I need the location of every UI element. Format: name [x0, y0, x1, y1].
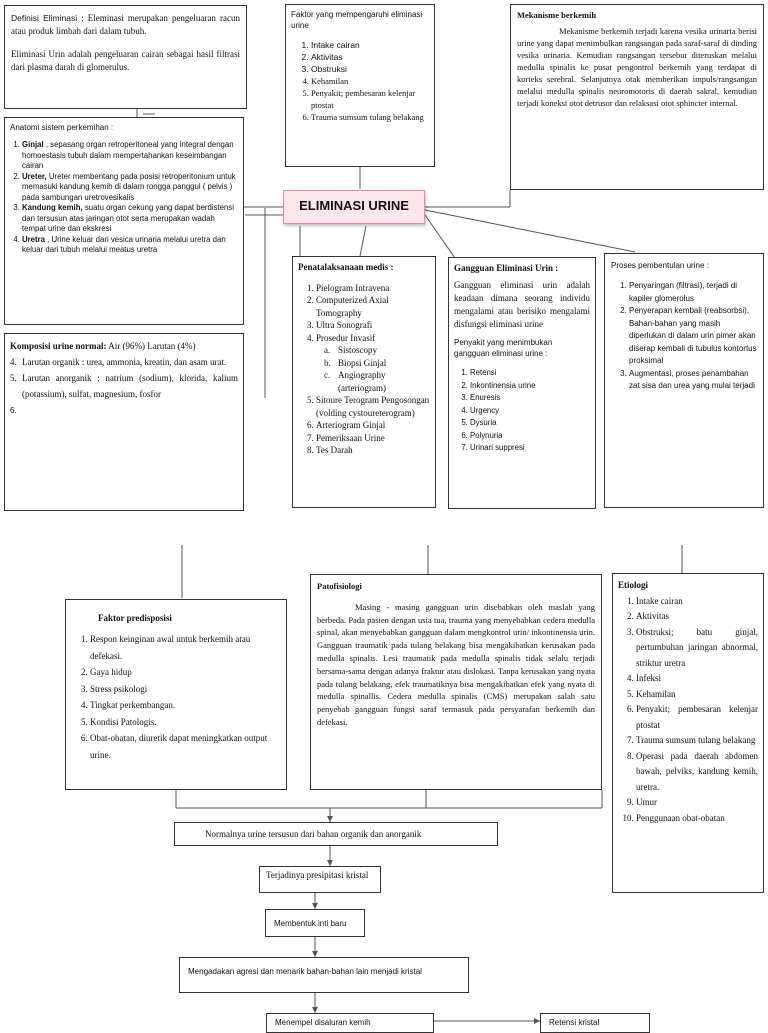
list-item: 2. Inkontinensia urine	[470, 380, 590, 393]
anatomi-heading: Anatomi sistem perkemihan :	[10, 123, 114, 132]
main-title: ELIMINASI URINE	[283, 190, 425, 224]
list-item: 5. Penyakit; pembesaran kelenjar ptostat	[311, 87, 429, 111]
gangguan-box	[448, 257, 596, 509]
list-item: 5. Sitoure Terogram Pengosongan (volding cystoureterogram)	[316, 394, 430, 419]
patofisiologi-heading: Patofisiologi	[317, 581, 362, 591]
penatalaksanaan-heading: Penatalaksanaan medis :	[298, 262, 394, 272]
list-item: 3. Obstruksi; batu ginjal, pertumbuhan jaringan abnormal, striktur uretra	[636, 625, 758, 672]
list-item: 8. Operasi pada daerah abdomen bawah, pelviks, kandung kemih, uretra.	[636, 749, 758, 796]
list-item: 2. Gaya hidup	[90, 664, 280, 681]
list-item: 1. Ginjal , sepasang organ retroperitoneal yang integral dengan homoestasis tubuh dalam mempertahankan keseimbangan cairan	[22, 140, 238, 172]
list-item: 1. Intake cairan	[636, 594, 758, 610]
list-item: 7. Pemeriksaan Urine	[316, 432, 430, 445]
list-item: 7. Trauma sumsum tulang belakang	[636, 733, 758, 749]
list-item: 2. Aktivitas	[311, 51, 429, 63]
flow-step-text: Retensi kristal	[549, 1018, 600, 1027]
list-item: 3. Augmentasi, proses penambahan zat sisa dan urea yang mulai terjadi	[629, 368, 757, 393]
list-item: 4. Infeksi	[636, 671, 758, 687]
flow-step-1	[174, 822, 498, 846]
list-item: 6. Arteriogram Ginjal	[316, 419, 430, 432]
proses-box	[604, 253, 764, 508]
flow-step-6	[540, 1013, 650, 1033]
flow-step-4	[179, 957, 469, 993]
list-item: 4. Prosedur Invasif	[316, 332, 430, 345]
flow-step-text: Menempel disaluran kemih	[275, 1018, 371, 1027]
flow-step-text: Membentuk inti baru	[274, 919, 347, 928]
list-item: 5. Dysuria	[470, 417, 590, 430]
komposisi-item: Komposisi urine normal: Air (96%) Larutan (4%)	[10, 341, 196, 351]
list-item: 1. Intake cairan	[311, 39, 429, 51]
predisposisi-box	[65, 599, 287, 790]
definisi-label: Definisi Eliminasi	[11, 13, 78, 23]
list-item: 8. Tes Darah	[316, 444, 430, 457]
list-item: 2. Computerized Axial Tomography	[316, 294, 430, 319]
flow-step-text: Mengadakan agresi dan menarik bahan-bahan lain menjadi kristal	[188, 967, 422, 976]
list-item: 4. Tingkat perkembangan.	[90, 697, 280, 714]
sub-item: c. Angiography (arteriogram)	[324, 370, 386, 393]
definisi-text: : Eleminasi merupakan pengeluaran racun atau produk limbah dari dalam tubuh.	[11, 13, 240, 36]
sub-item: a. Sistoscopy	[324, 345, 378, 355]
flow-step-text: Terjadinya presipitasi kristal	[266, 870, 369, 880]
list-item: 1. Respon keinginan awal untuk berkemih atau defekasi.	[90, 631, 280, 664]
penatalaksanaan-box	[292, 256, 436, 508]
flow-step-text: Normalnya urine tersusun dari bahan organik dan anorganik	[205, 829, 422, 839]
anatomi-box	[4, 117, 244, 325]
list-item: 3. Stress psikologi	[90, 681, 280, 698]
list-item: 6. Polynuria	[470, 430, 590, 443]
komposisi-item: 6.	[10, 406, 17, 415]
flow-step-3	[265, 909, 365, 937]
sub-item: b. Biopsi Ginjal	[324, 357, 387, 368]
list-item: 2. Penyerapan kembali (reabsorbsi), Bahan-bahan yang masih diperlukan di dalam urin pimer akan diserap kembali di tubulus kontortus proksimal	[629, 305, 757, 368]
faktor-mempengaruhi-heading: Faktor yang mempengaruhi eliminasi urine	[291, 10, 423, 30]
gangguan-subheading: Penyakit yang menimbukan gangguan eliminasi urine :	[454, 338, 553, 358]
komposisi-item: 5. Larutan anorganik : natrium (sodium), klorida, kalium (potassium), sulfat, magnesium, fosfor	[10, 373, 238, 399]
etiologi-box	[612, 573, 764, 893]
list-item: 1. Pielogram Intravena	[316, 282, 430, 295]
komposisi-item: 4. Larutan organik : urea, ammonia, kreatin, dan asam urat.	[10, 357, 227, 367]
list-item: 3. Obstruksi	[311, 63, 429, 75]
etiologi-heading: Etiologi	[618, 580, 649, 590]
list-item: 4. Uretra , Urine keluar dari vesica urinaria melalui uretra dan keluar dari tubuh melalui meatus uretra	[22, 235, 238, 256]
flow-step-2	[259, 866, 381, 893]
list-item: 5. Kehamilan	[636, 687, 758, 703]
list-item: 7. Urinari suppresi	[470, 442, 590, 455]
patofisiologi-text: Masing - masing gangguan urin disebabkan oleh maslah yang berbeda. Pada pasien dengan usia tua, trauma yang menyebabkan cedera medulla spinal, akan menyebabkan gangguan dalam mengkontrol urin/ inkontinensia urin. Gangguan traumatik pada tulang belakang bisa mengakibatkan kerusakan pada medulla spinalis. Lesi traumatik pada medulla spinalis tidak selalu terjadi bersama-sama dengan adanya fraktur atau dislokasi. Tanpa kerusakan yang nyata pada tulang belakang, efek traumatiknya bisa mengakibatkan efek yang nyata di medulla spinallis. Cedera medulla spinalis (CMS) merupakan salah satu penyebab gangguan fungsi saraf termasuk pada persyarafan berkemih dan defekasi.	[317, 601, 595, 727]
list-item: 1. Penyaringan (filtrasi), terjadi di kapiler glomerolus	[629, 280, 757, 305]
list-item: 2. Aktivitas	[636, 609, 758, 625]
mekanisme-heading: Mekanisme berkemih	[517, 10, 597, 20]
predisposisi-heading: Faktor predisposisi	[98, 613, 172, 623]
mekanisme-box	[510, 4, 764, 190]
list-item: 4. Kehamilan	[311, 75, 429, 87]
flow-step-5	[266, 1013, 434, 1033]
list-item: 3. Enuresis	[470, 392, 590, 405]
proses-heading: Proses pembentulan urine :	[611, 261, 709, 270]
list-item: 6. Trauma sumsum tulang belakang	[311, 111, 429, 123]
list-item: 6. Obat-obatan, diuretik dapat meningkatkan output urine.	[90, 730, 280, 763]
list-item: 3. Kandung kemih, suatu organ cekung yang dapat berdistensi dan tersusun atas jaringan otot serta merupakan wadah tempat urine dan ekskresi	[22, 203, 238, 235]
gangguan-heading: Gangguan Eliminasi Urin :	[454, 263, 559, 273]
eliminasi-urin-text: Eliminasi Urin adalah pengeluaran cairan sebagai hasil filtrasi dari plasma darah di glomerulus.	[11, 49, 240, 72]
list-item: 6. Penyakit; pembesaran kelenjar ptostat	[636, 702, 758, 733]
definisi-box	[4, 5, 247, 109]
list-item: 4. Urgency	[470, 405, 590, 418]
komposisi-box	[4, 333, 244, 511]
gangguan-text: Gangguan eliminasi urin adalah keadaan dimana seorang individu mengalami atau berisiko mengalami disfungsi eliminasi urine	[454, 280, 590, 329]
patofisiologi-box	[310, 574, 602, 790]
list-item: 2. Ureter, Ureter membentang pada posisi retroperitonium untuk memasuki kandung kemih di dalam rongga panggul ( pelvis ) pada sambungan uretrovesikalis	[22, 172, 238, 204]
list-item: 1. Retensi	[470, 367, 590, 380]
list-item: 3. Ultra Sonografi	[316, 319, 430, 332]
list-item: 10. Penggunaan obat-obatan	[636, 811, 758, 827]
mekanisme-text: Mekanisme berkemih terjadi karena vesika urinaria berisi urine yang dapat menimbulkan rangsangan pada saraf-saraf di dinding vesika urinaria. Kemudian rangsangan tersebut diteruskan melalui medulla spinalis ke pusat pengontrol berkemih yang terdapat di korteks serebral. Selanjutnya otak memberikan impuls/rangsangan melalui medulla spinalis neuromotoris di daerah sakral, kemudian terjadi koneksi otot detrusor dan relaksasi otot sphincter internal.	[517, 26, 757, 108]
faktor-mempengaruhi-box	[285, 4, 435, 167]
list-item: 9. Umur	[636, 795, 758, 811]
list-item: 5. Kondisi Patologis.	[90, 714, 280, 731]
